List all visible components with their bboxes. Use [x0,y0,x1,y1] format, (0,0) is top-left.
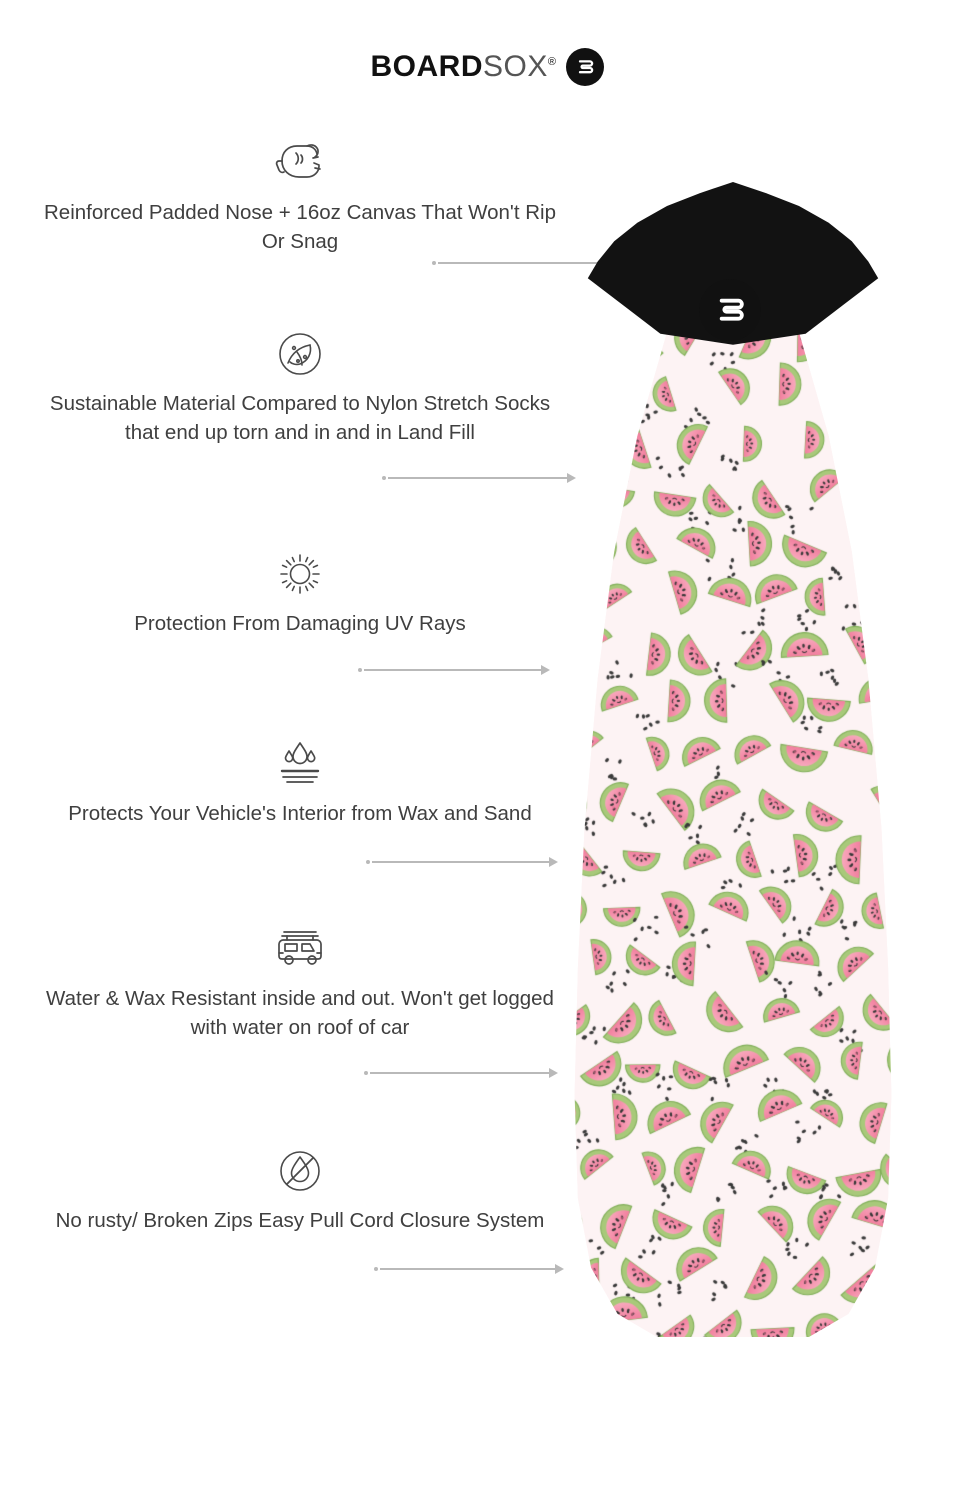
feature-item-pull-cord-closure [0,1142,600,1235]
sun-uv-icon [269,545,331,603]
feature-icon-wrap [0,134,600,192]
feature-icon-wrap [0,920,600,978]
feature-arrow-6 [374,1264,564,1274]
feature-item-reinforced-nose [0,134,600,256]
brand-header [0,48,975,86]
van-with-surfboard-icon [269,920,331,978]
feature-icon-wrap [0,545,600,603]
feature-text-pull-cord-closure: No rusty/ Broken Zips Easy Pull Cord Closure System [55,1209,545,1232]
feature-icon-wrap [0,735,600,793]
feature-text-uv-protection: Protection From Damaging UV Rays [134,612,466,635]
water-droplets-repel-icon [269,735,331,793]
feature-icon-wrap [0,325,600,383]
brand-registered-mark: ® [547,56,557,68]
feature-arrow-4 [366,857,558,867]
boardsox-s-logo-icon [566,48,604,86]
feature-item-sustainable-material [0,325,600,447]
no-water-droplet-icon [269,1142,331,1200]
watermelon-print-pattern [568,182,898,1337]
feature-icon-wrap [0,1142,600,1200]
sustainable-leaf-hand-icon [269,325,331,383]
feature-text-water-wax-resistant: Water & Wax Resistant inside and out. Won't get logged with water on roof of car [46,987,554,1040]
feature-item-uv-protection [0,545,600,638]
feature-arrow-2 [382,473,576,483]
product-image-surfboard-sock [568,182,898,1337]
brand-wordmark [371,50,557,84]
brand-name-light: SOX [483,50,548,83]
feature-text-interior-protection: Protects Your Vehicle's Interior from Wax and Sand [68,802,532,825]
brand-name-bold: BOARD [370,50,484,83]
feature-arrow-3 [358,665,550,675]
feature-text-reinforced-nose: Reinforced Padded Nose + 16oz Canvas That Won't Rip Or Snag [44,201,556,254]
feature-item-interior-protection [0,735,600,828]
surfboard-sock-body [568,182,898,1337]
boardsox-s-logo-icon [699,279,761,341]
feature-text-sustainable-material: Sustainable Material Compared to Nylon Stretch Socks that end up torn and in and in Land Fill [49,392,551,445]
feature-arrow-5 [364,1068,558,1078]
surfboard-sock-pattern-area [568,182,898,1337]
feature-item-water-wax-resistant [0,920,600,1042]
flexed-bicep-icon [269,134,331,192]
